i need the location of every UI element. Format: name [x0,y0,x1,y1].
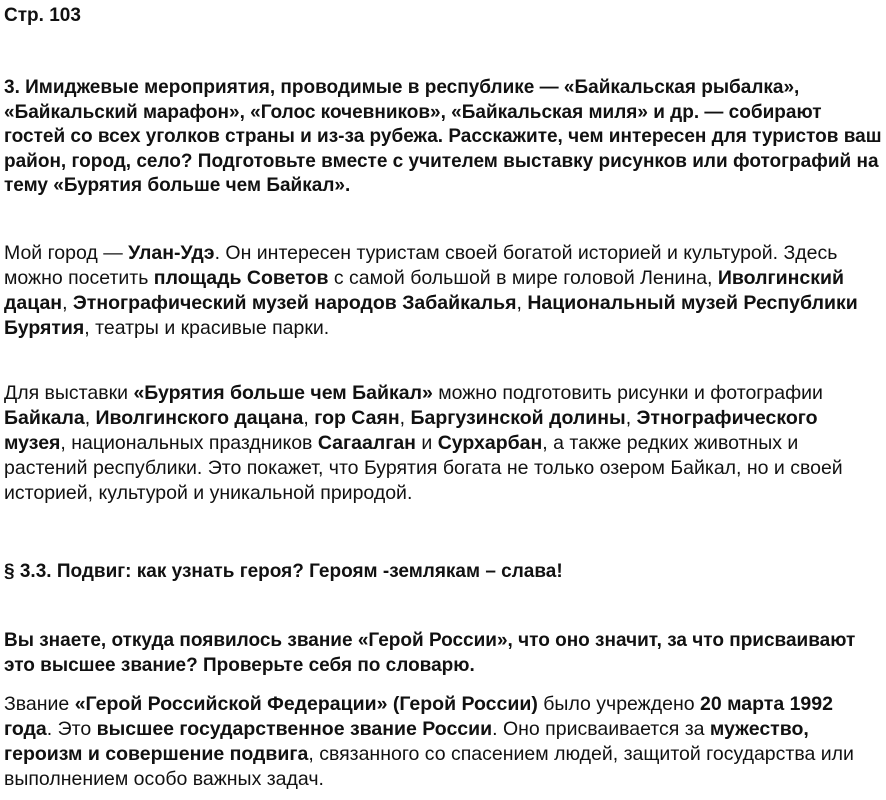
bold-fragment: Баргузинской долины [410,407,626,429]
bold-fragment: Улан-Удэ [128,242,215,264]
text-fragment: , [625,407,637,429]
text-fragment: и [415,432,438,454]
text-fragment: , [516,292,528,314]
text-fragment: , [303,407,315,429]
text-fragment: с самой большой в мире головой Ленина, [328,267,718,289]
bold-fragment: «Герой Российской Федерации» (Герой России) [74,693,538,715]
bold-fragment: площадь Советов [153,267,329,289]
bold-fragment: Сурхарбан [437,432,543,454]
bold-fragment: Сагаалган [317,432,416,454]
hero-question: Вы знаете, откуда появилось звание «Герой России», что оно значит, за что присваивают это высшее звание? Проверьте себя по словарю. [4,630,856,676]
bold-fragment: Иволгинский дацан [4,267,844,314]
text-fragment: , а также редких животных и растений республики. Это покажет, что Бурятия богата не только озером Байкал, но и своей историей, культурой и уникальной природой. [4,432,843,504]
section-title: § 3.3. Подвиг: как узнать героя? Героям -землякам – слава! [4,561,563,582]
text-fragment: Звание [4,693,75,715]
text-fragment: , театры и красивые парки. [84,317,330,339]
text-fragment: . Это [46,718,97,740]
text-fragment: , [399,407,411,429]
bold-fragment: Национальный музей Республики Бурятия [4,292,858,339]
bold-fragment: Байкала [4,407,85,429]
text-fragment: , [62,292,73,314]
text-fragment: , связанного со спасением людей, защитой государства или выполнением особо важных задач. [4,743,854,790]
bold-fragment: Этнографического музея [4,407,818,454]
text-fragment: было учреждено [537,693,700,715]
hero-answer [4,692,882,792]
text-fragment: Для выставки [4,382,134,404]
text-fragment: . Он интересен туристам своей богатой историей и культурой. Здесь можно посетить [4,242,838,289]
task-3-answer-paragraph-1 [4,241,882,341]
text-fragment: Мой город — [4,242,129,264]
task-3-question: 3. Имиджевые мероприятия, проводимые в республике — «Байкальская рыбалка», «Байкальский марафон», «Голос кочевников», «Байкальская миля» и др. — собирают гостей со всех уголков страны и из-за рубежа. Расскажите, чем интересен для туристов ваш район, город, село? Подготовьте вместе с учителем выставку рисунков или фотографий на тему «Бурятия больше чем Байкал». [4,77,882,196]
text-fragment: , [84,407,96,429]
text-fragment: , национальных праздников [60,432,318,454]
bold-fragment: 20 марта 1992 года [4,693,833,740]
bold-fragment: высшее государственное звание России [96,718,493,740]
bold-fragment: Иволгинского дацана [95,407,304,429]
text-fragment: . Оно присваивается за [492,718,710,740]
bold-fragment: Этнографический музей народов Забайкалья [72,292,517,314]
task-3-answer-paragraph-2 [4,381,882,506]
text-fragment: можно подготовить рисунки и фотографии [432,382,823,404]
bold-fragment: гор Саян [314,407,400,429]
page-number: Стр. 103 [4,5,81,26]
bold-fragment: «Бурятия больше чем Байкал» [133,382,433,404]
bold-fragment: мужество, героизм и совершение подвига [4,718,809,765]
